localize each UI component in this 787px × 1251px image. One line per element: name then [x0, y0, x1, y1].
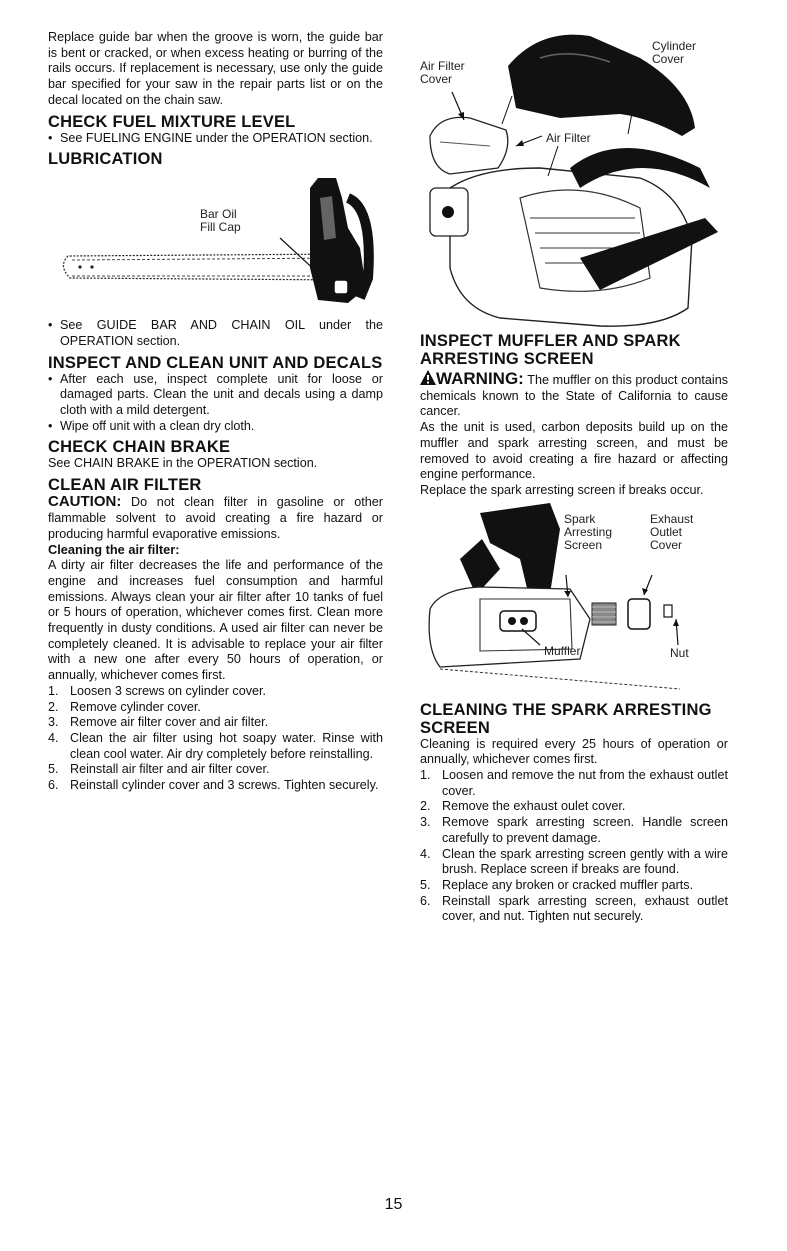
inspect-bullet: • Wipe off unit with a clean dry cloth. [48, 419, 383, 435]
spark-arresting-screen-label: Spark Arresting Screen [564, 511, 613, 552]
heading-lubrication: LUBRICATION [48, 150, 163, 169]
heading-fuel-mixture: CHECK FUEL MIXTURE LEVEL [48, 112, 296, 131]
right-column [420, 18, 728, 925]
muffler-label: Muffler [544, 643, 581, 658]
air-filter-steps [48, 684, 383, 794]
exhaust-outlet-cover-label: Exhaust Outlet Cover [650, 511, 694, 552]
caution-lead: CAUTION: [48, 493, 122, 511]
bar-oil-illustration [48, 168, 383, 318]
cleaning-step: 3. Remove spark arresting screen. Handle screen carefully to prevent damage. [420, 815, 728, 845]
page-number: 15 [384, 1196, 403, 1213]
warning-lead: WARNING: [436, 369, 524, 388]
warning-paragraph [420, 370, 728, 420]
air-filter-step: 3. Remove air filter cover and air filter. [48, 715, 269, 730]
air-filter-cover-label: Air Filter Cover [420, 59, 465, 86]
lubrication-list [48, 318, 383, 349]
air-filter-label: Air Filter [546, 131, 591, 145]
chain-brake-text: See CHAIN BRAKE in the OPERATION section. [48, 456, 318, 471]
air-filter-step: 1. Loosen 3 screws on cylinder cover. [48, 683, 267, 698]
air-filter-step: 4. Clean the air filter using hot soapy water. Rinse with clean cool water. Air dry completely before reinstalling. [48, 730, 383, 761]
muffler-text-1: As the unit is used, carbon deposits build up on the muffler and spark arresting screen, and must be removed to avoid creating a fire hazard or affecting engine performance. [420, 420, 728, 482]
heading-inspect-muffler: INSPECT MUFFLER AND SPARK ARRESTING SCREEN [420, 332, 681, 368]
bar-oil-fill-cap-label: Bar Oil Fill Cap [200, 207, 241, 235]
lubrication-bullet: • See GUIDE BAR AND CHAIN OIL under the OPERATION section. [48, 318, 383, 349]
fuel-list [48, 131, 383, 147]
air-filter-step: 6. Reinstall cylinder cover and 3 screws. Tighten securely. [48, 778, 379, 793]
air-filter-text: A dirty air filter decreases the life and performance of the engine and increases fuel consumption and harmful emissions. Always clean your air filter after 10 tanks of fuel or 5 hours of operation, whichever comes first. Clean more frequently in dusty conditions. A used air filter can never be completely cleaned. It is advisable to replace your air filter with a new one after every 50 hours of operation, or annually, whichever comes first. [48, 558, 383, 683]
cleaning-step: 4. Clean the spark arresting screen gently with a wire brush. Replace screen if breaks are found. [420, 846, 728, 877]
fuel-bullet: • See FUELING ENGINE under the OPERATION section. [48, 131, 383, 147]
cleaning-air-filter-subheading: Cleaning the air filter: [48, 542, 180, 558]
inspect-list [48, 372, 383, 435]
cleaning-step: 2. Remove the exhaust oulet cover. [420, 799, 626, 814]
muffler-text-2: Replace the spark arresting screen if breaks occur. [420, 482, 704, 497]
inspect-bullet: • After each use, inspect complete unit for loose or damaged parts. Clean the unit and decals using a damp cloth with a mild detergent. [48, 372, 383, 419]
spark-screen-figure [420, 499, 728, 697]
heading-clean-air-filter: CLEAN AIR FILTER [48, 476, 202, 495]
caution-text: Do not clean filter in gasoline or other flammable solvent to avoid creating a fire hazard or producing harmful evaporative emissions. [48, 495, 383, 541]
left-column [48, 30, 383, 794]
cleaning-steps [420, 768, 728, 925]
heading-chain-brake: CHECK CHAIN BRAKE [48, 438, 231, 457]
air-filter-figure [420, 18, 728, 330]
cylinder-cover-label: Cylinder Cover [652, 39, 697, 66]
cleaning-step: 6. Reinstall spark arresting screen, exhaust outlet cover, and nut. Tighten nut securely. [420, 893, 728, 924]
cleaning-text: Cleaning is required every 25 hours of operation or annually, whichever comes first. [420, 736, 728, 767]
heading-inspect-clean: INSPECT AND CLEAN UNIT AND DECALS [48, 353, 383, 372]
bar-oil-figure [48, 168, 383, 318]
air-filter-step: 2. Remove cylinder cover. [48, 699, 201, 714]
nut-label: Nut [670, 645, 689, 660]
air-filter-step: 5. Reinstall air filter and air filter cover. [48, 762, 270, 777]
heading-cleaning-spark-screen: CLEANING THE SPARK ARRESTING SCREEN [420, 700, 712, 737]
caution-paragraph [48, 494, 383, 542]
guide-bar-intro: Replace guide bar when the groove is worn, the guide bar is bent or cracked, or when excess heating or burring of the rails occurs. If replacement is necessary, use only the guide bar specified for your saw in the repair parts list or on the decal located on the chain saw. [48, 30, 383, 107]
cleaning-step: 1. Loosen and remove the nut from the exhaust outlet cover. [420, 768, 728, 798]
warning-icon [420, 370, 436, 385]
cleaning-step: 5. Replace any broken or cracked muffler parts. [420, 877, 694, 892]
warning-text: The muffler on this product contains chemicals known to the State of California to cause cancer. [420, 373, 728, 419]
